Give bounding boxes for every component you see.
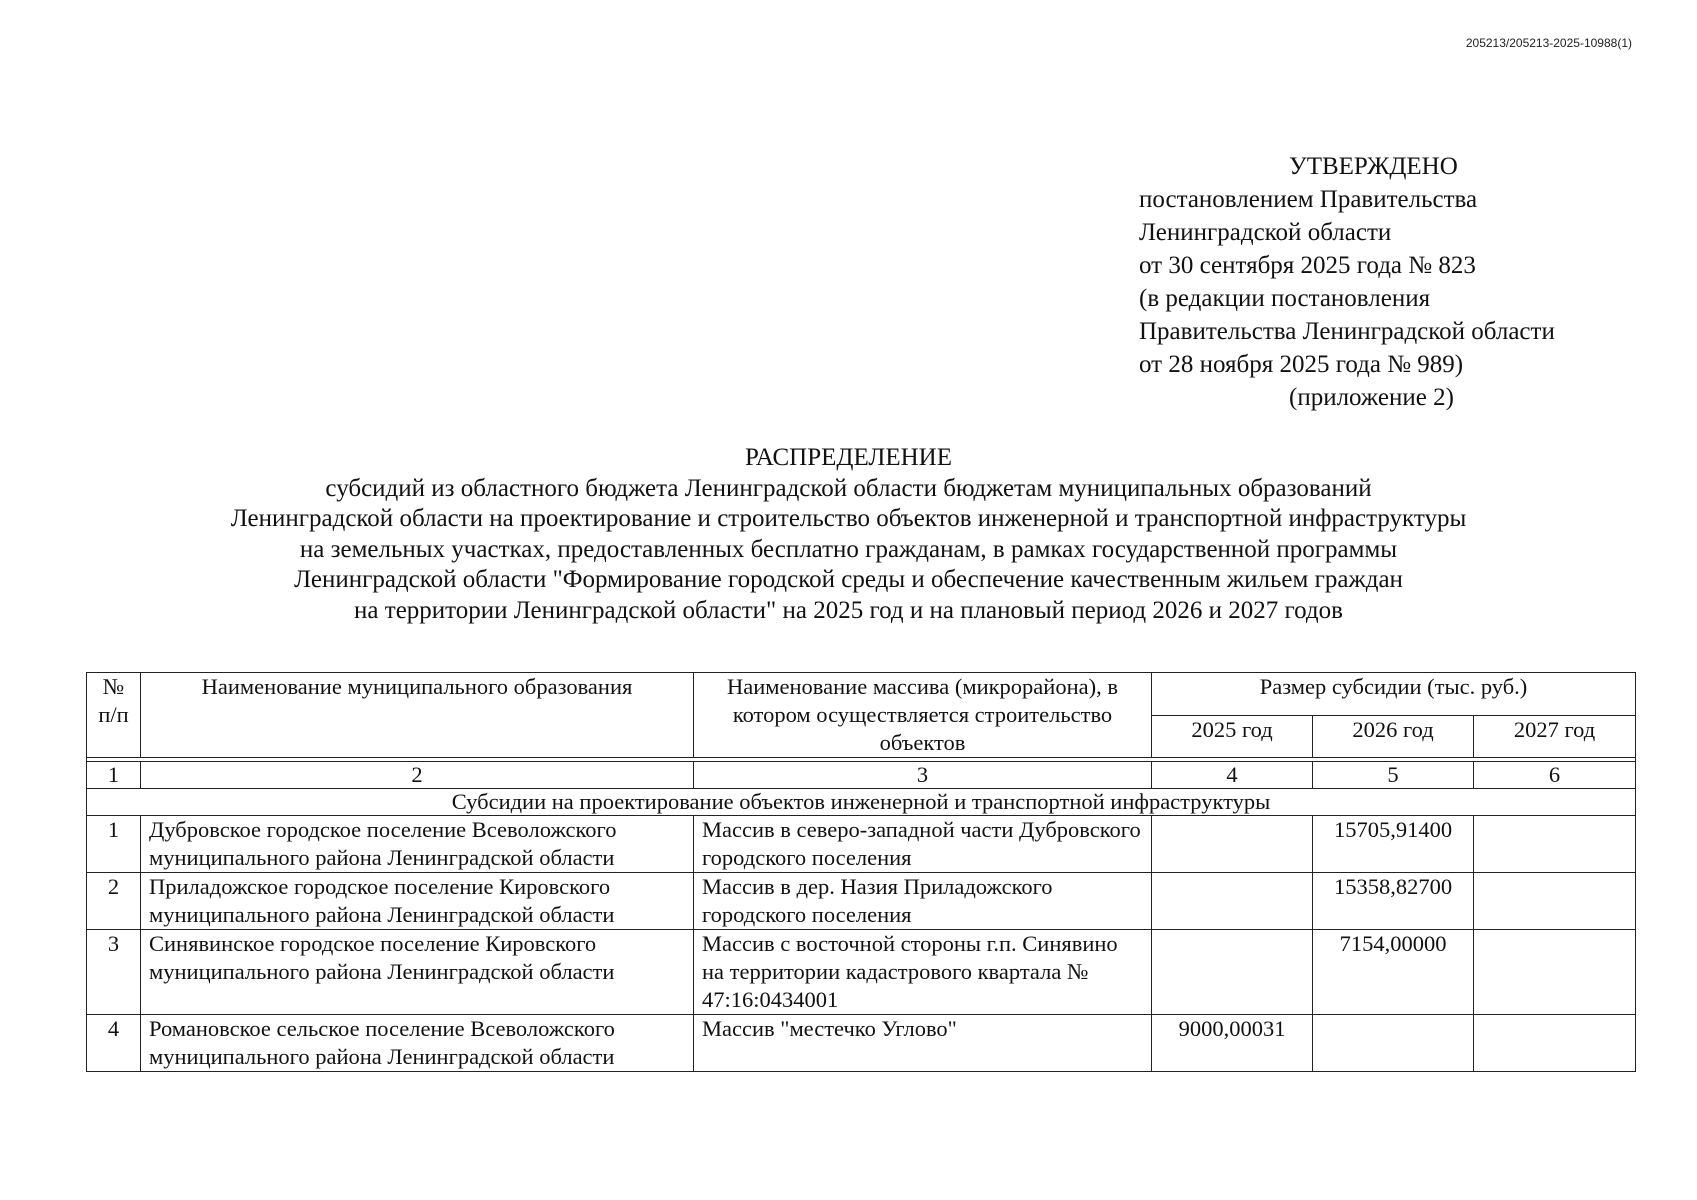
approval-line: Правительства Ленинградской области: [1139, 318, 1555, 345]
table-row: [87, 930, 1636, 1015]
row-municipality: Приладожское городское поселение Кировского муниципального района Ленинградской области: [141, 873, 694, 930]
title-line: на территории Ленинградской области" на 2025 год и на плановый период 2026 и 2027 годов: [354, 596, 1343, 624]
row-municipality: Романовское сельское поселение Всеволожского муниципального района Ленинградской области: [141, 1015, 694, 1072]
document-id: 205213/205213-2025-10988(1): [1465, 36, 1632, 50]
header-massif: Наименование массива (микрорайона), в котором осуществляется строительство объектов: [694, 673, 1152, 758]
row-2027: [1474, 873, 1636, 930]
title-heading: РАСПРЕДЕЛЕНИЕ: [744, 444, 953, 471]
row-massif: Массив с восточной стороны г.п. Синявино на территории кадастрового квартала № 47:16:0434001: [694, 930, 1152, 1015]
row-2026: 15705,91400: [1313, 816, 1474, 873]
table-header-row: [87, 673, 1636, 716]
table-row: [87, 816, 1636, 873]
row-2027: [1474, 816, 1636, 873]
table-row: [87, 1015, 1636, 1072]
row-2026: 15358,82700: [1313, 873, 1474, 930]
row-number: 1: [87, 816, 141, 873]
approval-line: Ленинградской области: [1139, 219, 1392, 246]
row-2025: [1152, 873, 1313, 930]
subsidy-table: [86, 672, 1636, 1072]
header-number: № п/п: [87, 673, 141, 758]
approval-stamp: УТВЕРЖДЕНО: [1289, 153, 1458, 180]
row-number: 4: [87, 1015, 141, 1072]
approval-line: от 28 ноября 2025 года № 989): [1139, 351, 1464, 378]
column-number: 4: [1152, 762, 1313, 789]
approval-appendix: (приложение 2): [1289, 384, 1454, 411]
approval-line: постановлением Правительства: [1139, 186, 1478, 213]
column-number: 6: [1474, 762, 1636, 789]
row-2027: [1474, 1015, 1636, 1072]
row-municipality: Дубровское городское поселение Всеволожского муниципального района Ленинградской области: [141, 816, 694, 873]
column-number: 5: [1313, 762, 1474, 789]
column-number: 2: [141, 762, 694, 789]
header-subsidy: Размер субсидии (тыс. руб.): [1152, 673, 1636, 716]
row-2027: [1474, 930, 1636, 1015]
row-2025: [1152, 816, 1313, 873]
section-title: Субсидии на проектирование объектов инженерной и транспортной инфраструктуры: [87, 789, 1636, 816]
row-municipality: Синявинское городское поселение Кировского муниципального района Ленинградской области: [141, 930, 694, 1015]
document-title: [0, 443, 1697, 626]
title-line: субсидий из областного бюджета Ленинградской области бюджетам муниципальных образований: [325, 474, 1372, 502]
row-massif: Массив в северо-западной части Дубровского городского поселения: [694, 816, 1152, 873]
row-2026: [1313, 1015, 1474, 1072]
column-number-row: [87, 762, 1636, 789]
row-number: 2: [87, 873, 141, 930]
title-line: Ленинградской области на проектирование и строительство объектов инженерной и транспортной инфраструктуры: [230, 505, 1467, 532]
header-municipality: Наименование муниципального образования: [141, 673, 694, 758]
table-row: [87, 873, 1636, 930]
row-massif: Массив в дер. Назия Приладожского городского поселения: [694, 873, 1152, 930]
row-2026: 7154,00000: [1313, 930, 1474, 1015]
row-massif: Массив "местечко Углово": [694, 1015, 1152, 1072]
title-line: Ленинградской области "Формирование городской среды и обеспечение качественным жильем граждан: [294, 566, 1403, 593]
approval-block: [1139, 150, 1639, 414]
column-number: 3: [694, 762, 1152, 789]
column-number: 1: [87, 762, 141, 789]
row-2025: [1152, 930, 1313, 1015]
header-year-2026: 2026 год: [1313, 715, 1474, 758]
row-2025: 9000,00031: [1152, 1015, 1313, 1072]
section-row: [87, 789, 1636, 816]
approval-line: от 30 сентября 2025 года № 823: [1139, 252, 1476, 279]
row-number: 3: [87, 930, 141, 1015]
title-line: на земельных участках, предоставленных бесплатно гражданам, в рамках государственной программы: [299, 535, 1398, 563]
header-year-2027: 2027 год: [1474, 715, 1636, 758]
header-year-2025: 2025 год: [1152, 715, 1313, 758]
approval-line: (в редакции постановления: [1139, 285, 1431, 312]
